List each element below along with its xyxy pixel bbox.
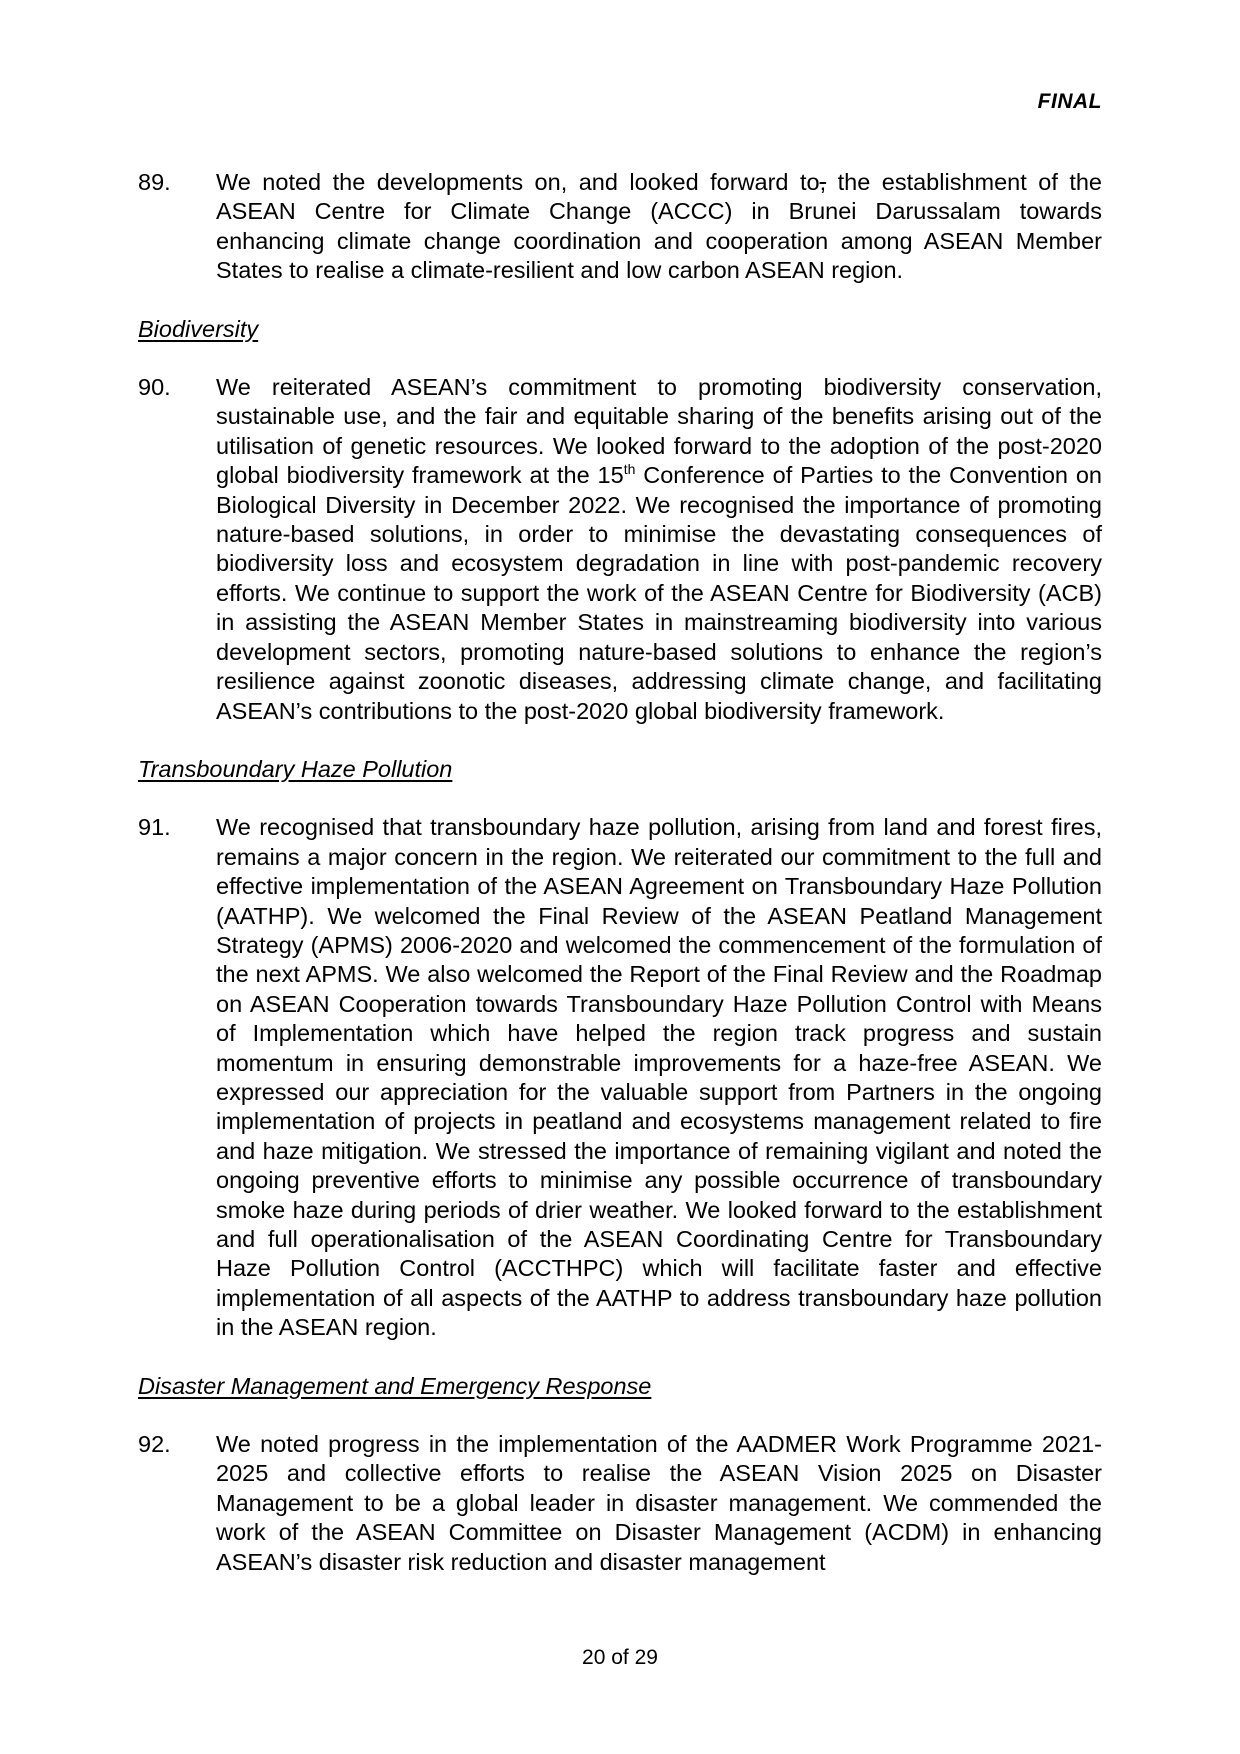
paragraph-number: 91.	[138, 814, 171, 841]
paragraph-number: 92.	[138, 1431, 171, 1458]
section-heading-disaster: Disaster Management and Emergency Response	[138, 1372, 652, 1399]
paragraph-92	[138, 1430, 1102, 1577]
paragraph-89	[138, 168, 1102, 286]
paragraph-text-part: We reiterated ASEAN’s commitment to promoting biodiversity conservation, sustainable use, and the fair and equitable sharing of the benefits arising out of the utilisation of genetic resources. We looked forward to the adoption of the post-2020 global biodiversity framework at the 15	[216, 374, 1102, 489]
section-heading-haze: Transboundary Haze Pollution	[138, 755, 453, 782]
paragraph-text-part: We noted the developments on, and looked forward to	[216, 169, 820, 195]
final-mark: FINAL	[1037, 90, 1102, 113]
paragraph-text	[216, 373, 1102, 726]
document-body	[138, 168, 1102, 1577]
paragraph-text: We noted progress in the implementation of the AADMER Work Programme 2021-2025 and collective efforts to realise the ASEAN Vision 2025 on Disaster Management to be a global leader in disaster management. We commended the work of the ASEAN Committee on Disaster Management (ACDM) in enhancing ASEAN’s disaster risk reduction and disaster management	[216, 1431, 1102, 1575]
paragraph-number: 89.	[138, 169, 171, 195]
page-number: 20 of 29	[582, 1646, 658, 1669]
section-heading-biodiversity: Biodiversity	[138, 315, 259, 342]
struck-comma: ,	[819, 169, 827, 195]
paragraph-text: We recognised that transboundary haze pollution, arising from land and forest fires, remains a major concern in the region. We reiterated our commitment to the full and effective implementation of the ASEAN Agreement on Transboundary Haze Pollution (AATHP). We welcomed the Final Review of the ASEAN Peatland Management Strategy (APMS) 2006-2020 and welcomed the commencement of the formulation of the next APMS. We also welcomed the Report of the Final Review and the Roadmap on ASEAN Cooperation towards Transboundary Haze Pollution Control with Means of Implementation which have helped the region track progress and sustain momentum in ensuring demonstrable improvements for a haze-free ASEAN. We expressed our appreciation for the valuable support from Partners in the ongoing implementation of projects in peatland and ecosystems management related to fire and haze mitigation. We stressed the importance of remaining vigilant and noted the ongoing preventive efforts to minimise any possible occurrence of transboundary smoke haze during periods of drier weather. We looked forward to the establishment and full operationalisation of the ASEAN Coordinating Centre for Transboundary Haze Pollution Control (ACCTHPC) which will facilitate faster and effective implementation of all aspects of the AATHP to address transboundary haze pollution in the ASEAN region.	[216, 814, 1102, 1341]
paragraph-90	[138, 373, 1102, 726]
paragraph-91	[138, 813, 1102, 1342]
paragraph-text	[216, 168, 1102, 286]
paragraph-text-part: Conference of Parties to the Convention on Biological Diversity in December 2022. We recognised the importance of promoting nature-based solutions, in order to minimise the devastating consequences of biodiversity loss and ecosystem degradation in line with post-pandemic recovery efforts. We continue to support the work of the ASEAN Centre for Biodiversity (ACB) in assisting the ASEAN Member States in mainstreaming biodiversity into various development sectors, promoting nature-based solutions to enhance the region’s resilience against zoonotic diseases, addressing climate change, and facilitating ASEAN’s contributions to the post-2020 global biodiversity framework.	[216, 462, 1102, 724]
paragraph-text-part: the establishment of the ASEAN Centre for Climate Change (ACCC) in Brunei Darussalam towards enhancing climate change coordination and cooperation among ASEAN Member States to realise a climate-resilient and low carbon ASEAN region.	[216, 169, 1102, 284]
ordinal-superscript: th	[623, 461, 636, 478]
paragraph-number: 90.	[138, 374, 171, 401]
